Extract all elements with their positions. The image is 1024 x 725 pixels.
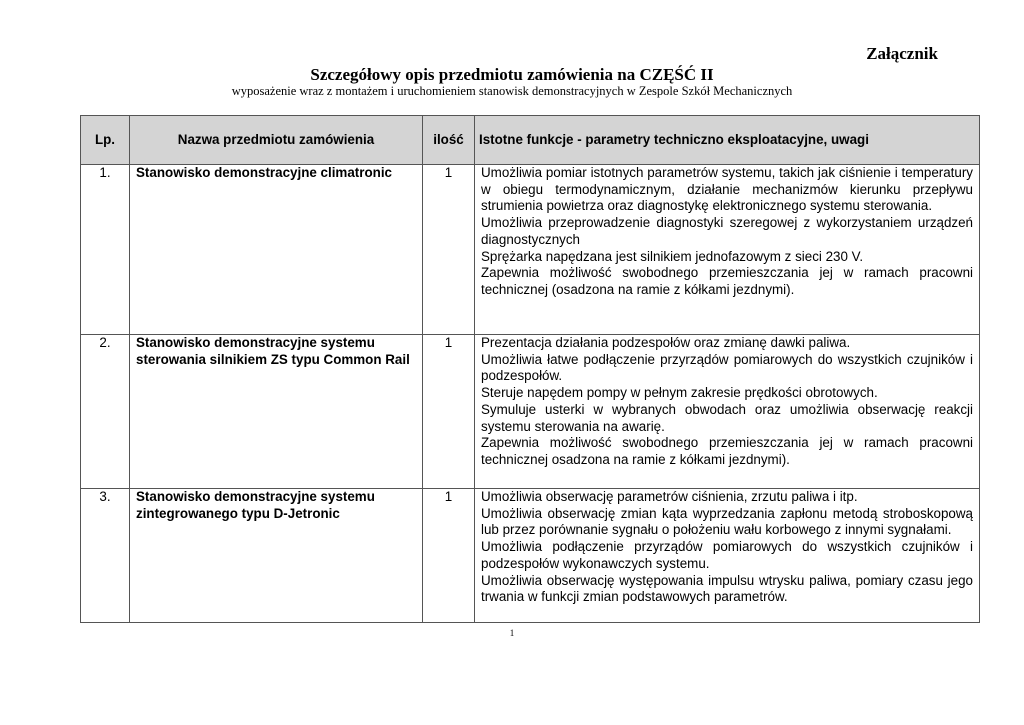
document-subtitle: wyposażenie wraz z montażem i uruchomieniem stanowisk demonstracyjnych w Zespole Szkół Mechanicznych — [231, 84, 793, 98]
page-number: 1 — [509, 628, 515, 638]
column-header-lp: Lp. — [81, 116, 130, 165]
item-quantity: 1 — [423, 335, 475, 489]
specification-table — [80, 115, 980, 623]
description-line: Umożliwia podłączenie przyrządów pomiarowych do wszystkich czujników i podzespołów wykonawczych systemu. — [481, 539, 973, 571]
attachment-label: Załącznik — [866, 44, 938, 63]
description-line: Symuluje usterki w wybranych obwodach oraz umożliwia obserwację reakcji systemu sterowania na awarię. — [481, 401, 973, 434]
table-row — [81, 165, 980, 335]
description-line: Umożliwia pomiar istotnych parametrów systemu, takich jak ciśnienie i temperatury w obiegu termodynamicznym, działanie mechanizmów kierunku przepływu strumienia powietrza oraz diagnostykę elektronicznego systemu sterowania. — [481, 165, 973, 214]
item-description — [475, 165, 980, 335]
row-number: 3. — [81, 489, 130, 623]
description-line: Zapewnia możliwość swobodnego przemieszczania jej w ramach pracowni technicznej osadzona na ramie z kółkami jezdnymi). — [481, 435, 973, 467]
column-header-description: Istotne funkcje - parametry techniczno eksploatacyjne, uwagi — [475, 116, 980, 165]
description-line: Umożliwia łatwe podłączenie przyrządów pomiarowych do wszystkich czujników i podzespołów. — [481, 351, 973, 384]
item-description — [475, 335, 980, 489]
item-description — [475, 489, 980, 623]
description-line: Umożliwia obserwację parametrów ciśnienia, zrzutu paliwa i itp. — [481, 489, 858, 504]
item-quantity: 1 — [423, 489, 475, 623]
description-line: Steruje napędem pompy w pełnym zakresie prędkości obrotowych. — [481, 385, 878, 401]
description-line: Umożliwia obserwację zmian kąta wyprzedzania zapłonu metodą stroboskopową lub przez porównanie sygnału o położeniu wału korbowego z innymi sygnałami. — [481, 505, 973, 538]
column-header-quantity: ilość — [423, 116, 475, 165]
description-line: Umożliwia przeprowadzenie diagnostyki szeregowej z wykorzystaniem urządzeń diagnostycznych — [481, 215, 973, 247]
table-row — [81, 489, 980, 623]
table-header-row — [81, 116, 980, 165]
description-line: Umożliwia obserwację występowania impulsu wtrysku paliwa, pomiary czasu jego trwania w funkcji zmian podstawowych parametrów. — [481, 572, 973, 605]
description-line: Sprężarka napędzana jest silnikiem jednofazowym z sieci 230 V. — [481, 248, 864, 264]
item-name: Stanowisko demonstracyjne climatronic — [130, 165, 423, 335]
row-number: 2. — [81, 335, 130, 489]
description-line: Prezentacja działania podzespołów oraz zmianę dawki paliwa. — [481, 335, 851, 350]
item-name: Stanowisko demonstracyjne systemu sterowania silnikiem ZS typu Common Rail — [130, 335, 423, 489]
item-quantity: 1 — [423, 165, 475, 335]
table-row — [81, 335, 980, 489]
item-name: Stanowisko demonstracyjne systemu zintegrowanego typu D-Jetronic — [130, 489, 423, 623]
document-title: Szczegółowy opis przedmiotu zamówienia na CZĘŚĆ II — [310, 65, 714, 84]
row-number: 1. — [81, 165, 130, 335]
column-header-name: Nazwa przedmiotu zamówienia — [130, 116, 423, 165]
description-line: Zapewnia możliwość swobodnego przemieszczania jej w ramach pracowni technicznej (osadzona na ramie z kółkami jezdnymi). — [481, 265, 973, 297]
